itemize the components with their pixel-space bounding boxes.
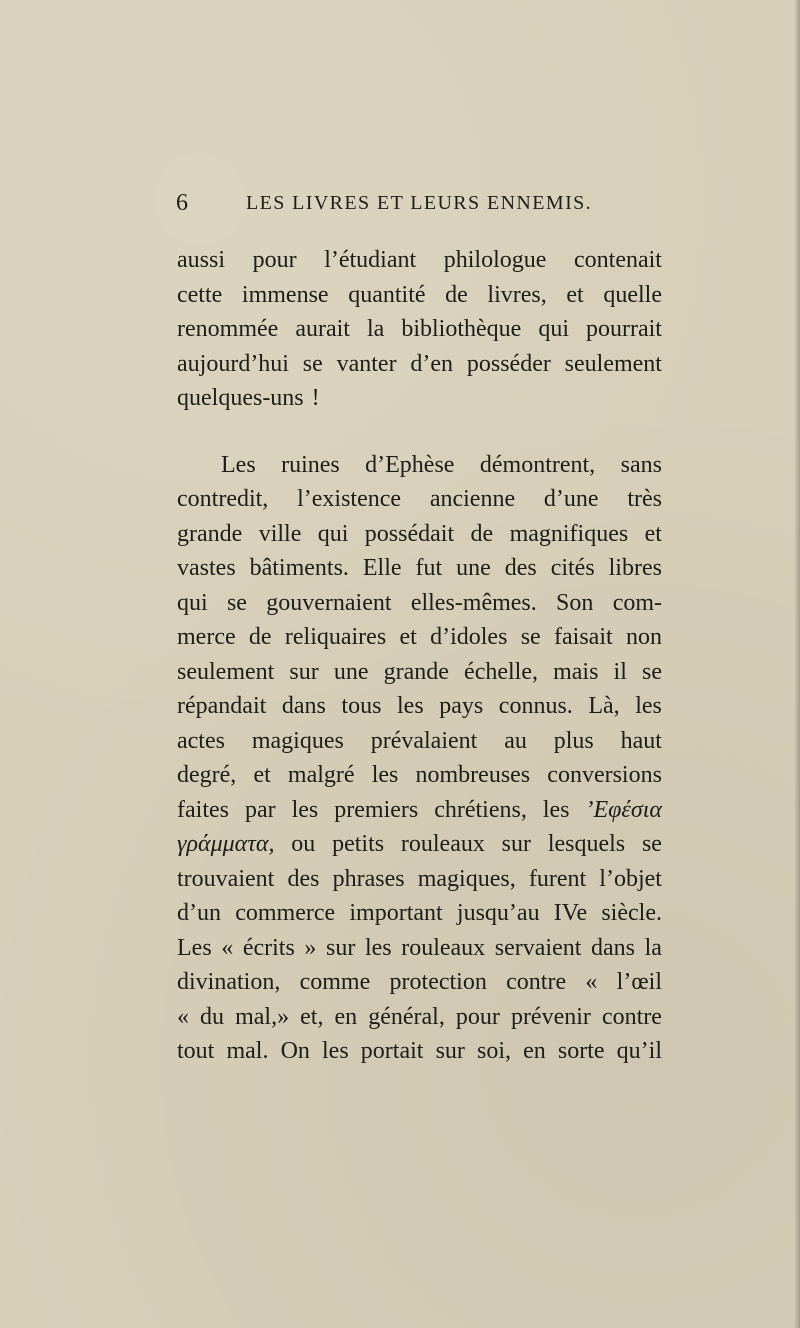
word: quantité <box>348 281 426 308</box>
word: très <box>627 486 662 512</box>
word: pourrait <box>586 316 662 342</box>
word: des <box>504 555 537 581</box>
word: rouleaux <box>401 934 486 961</box>
word: livres, <box>487 281 547 308</box>
word: important <box>349 900 443 926</box>
word: sans <box>620 451 662 478</box>
page-header <box>176 190 596 222</box>
word: contredit, <box>177 486 269 512</box>
text-line <box>177 620 662 655</box>
word: nombreuses <box>415 762 531 788</box>
word: premiers <box>334 796 419 823</box>
word: d’un <box>177 900 221 926</box>
text-line <box>177 1000 662 1035</box>
word: une <box>333 658 369 685</box>
word: vanter <box>336 350 397 377</box>
word: aurait <box>295 316 350 342</box>
word: γράμματα, <box>177 831 275 857</box>
text-line <box>177 827 662 862</box>
word: lesquels <box>547 831 626 857</box>
word: grande <box>177 520 243 547</box>
word: et <box>253 762 271 788</box>
word: libres <box>608 555 662 581</box>
word: « <box>221 934 234 961</box>
word: l’existence <box>297 486 402 512</box>
paragraph-2 <box>177 448 662 1069</box>
text-line <box>177 931 662 966</box>
word: Elle <box>362 555 402 581</box>
word: portait <box>360 1038 424 1064</box>
word: et <box>566 281 584 308</box>
word: une <box>456 555 491 581</box>
word: trouvaient <box>177 865 275 892</box>
word: prévenir <box>510 1003 591 1030</box>
word: démontrent, <box>479 451 596 478</box>
word: actes <box>177 727 225 754</box>
word: aussi <box>177 247 225 273</box>
word: d’en <box>410 350 454 377</box>
word: aujourd’hui <box>177 350 289 377</box>
word: échelle, <box>464 658 538 685</box>
word: l’étudiant <box>324 247 417 273</box>
word: se <box>226 589 247 616</box>
word: de <box>248 624 272 650</box>
word: l’œil <box>616 969 662 995</box>
text-line <box>177 793 662 828</box>
word: contre <box>601 1003 662 1030</box>
paragraph-1 <box>177 243 662 416</box>
word: d’idoles <box>430 624 508 650</box>
word: phrases <box>332 865 405 892</box>
text-line <box>177 448 662 483</box>
word: général, <box>368 1003 445 1030</box>
word: renommée <box>177 316 279 342</box>
word: en <box>334 1003 358 1030</box>
text-line <box>177 1034 662 1069</box>
word: sorte <box>557 1038 605 1064</box>
word: chrétiens, <box>434 796 527 823</box>
word: IVe <box>553 900 588 926</box>
word: On <box>280 1038 310 1064</box>
word: plus <box>553 727 594 754</box>
word: l’objet <box>599 865 662 892</box>
word: degré, <box>177 762 237 788</box>
word: les <box>371 762 399 788</box>
word: grande <box>383 658 449 685</box>
text-line <box>177 517 662 552</box>
word: les <box>542 796 570 823</box>
word: au <box>504 727 527 754</box>
word: servaient <box>494 934 582 961</box>
word: haut <box>620 727 662 754</box>
word: il <box>613 658 627 685</box>
word: pays <box>439 693 484 719</box>
word: les <box>397 693 424 719</box>
text-line <box>177 724 662 759</box>
word: faisait <box>554 624 613 650</box>
word: des <box>287 865 320 892</box>
word: com- <box>612 589 662 616</box>
word: Son <box>556 589 594 616</box>
word: qui <box>317 520 349 547</box>
word: rouleaux <box>400 831 485 857</box>
word: et <box>399 624 417 650</box>
word: Les <box>221 451 256 478</box>
word: commerce <box>235 900 336 926</box>
word: ’Εφέσια <box>585 796 662 823</box>
word: tout <box>177 1038 215 1064</box>
text-line <box>177 896 662 931</box>
word: contre <box>506 969 567 995</box>
word: Les <box>177 934 212 961</box>
page-edge-shadow <box>794 0 800 1328</box>
text-line <box>177 381 662 416</box>
word: gouvernaient <box>266 589 392 616</box>
body-text <box>177 243 662 1069</box>
word: petits <box>332 831 385 857</box>
word: se <box>641 831 662 857</box>
text-line <box>177 655 662 690</box>
text-line <box>177 965 662 1000</box>
word: les <box>291 796 319 823</box>
word: cités <box>550 555 595 581</box>
word: siècle. <box>601 900 662 926</box>
word: ruines <box>281 451 340 478</box>
word: seulement <box>564 350 662 377</box>
word: de <box>470 520 494 547</box>
word: protection <box>389 969 487 995</box>
word: bâtiments. <box>249 555 349 581</box>
word: possédait <box>364 520 455 547</box>
text-line <box>177 312 662 347</box>
word: « <box>585 969 598 995</box>
word: prévalaient <box>370 727 478 754</box>
word: mal. <box>226 1038 269 1064</box>
text-line <box>177 758 662 793</box>
word: faites <box>177 796 229 823</box>
word: mais <box>553 658 599 685</box>
word: ! <box>311 385 320 411</box>
word: soi, <box>477 1038 512 1064</box>
text-line <box>177 586 662 621</box>
word: pour <box>455 1003 500 1030</box>
word: non <box>625 624 662 650</box>
word: qu’il <box>616 1038 662 1064</box>
word: reliquaires <box>284 624 387 650</box>
word: ou <box>291 831 316 857</box>
word: comme <box>299 969 371 995</box>
word: sur <box>501 831 532 857</box>
word: furent <box>528 865 587 892</box>
word: tous <box>341 693 382 719</box>
word: seulement <box>177 658 275 685</box>
word: jusqu’au <box>456 900 540 926</box>
word: du <box>200 1003 225 1030</box>
word: dans <box>281 693 326 719</box>
word: sur <box>435 1038 465 1064</box>
word: en <box>523 1038 546 1064</box>
word: écrits <box>242 934 295 961</box>
word: « <box>177 1003 189 1030</box>
word: la <box>366 316 385 342</box>
word: sur <box>289 658 319 685</box>
word: se <box>642 658 662 685</box>
word: la <box>644 934 662 961</box>
page-number: 6 <box>176 190 188 216</box>
text-line <box>177 347 662 382</box>
word: fut <box>415 555 443 581</box>
word: merce <box>177 624 236 650</box>
word: qui <box>538 316 569 342</box>
running-head: LES LIVRES ET LEURS ENNEMIS. <box>246 192 593 214</box>
word: se <box>520 624 541 650</box>
word: ville <box>258 520 302 547</box>
word: divination, <box>177 969 281 995</box>
text-line <box>177 551 662 586</box>
word: immense <box>241 281 329 308</box>
word: d’une <box>543 486 599 512</box>
word: quelques-uns <box>177 385 304 411</box>
text-line <box>177 243 662 278</box>
word: par <box>244 796 276 823</box>
word: posséder <box>466 350 551 377</box>
word: Là, <box>588 693 620 719</box>
word: malgré <box>287 762 355 788</box>
word: connus. <box>498 693 573 719</box>
word: quelle <box>603 281 662 308</box>
word: mal,» <box>235 1003 290 1030</box>
word: répandait <box>177 693 267 719</box>
word: les <box>322 1038 349 1064</box>
text-line <box>177 862 662 897</box>
word: qui <box>177 589 208 616</box>
word: contenait <box>574 247 662 273</box>
word: d’Ephèse <box>365 451 455 478</box>
text-line <box>177 278 662 313</box>
word: conversions <box>547 762 662 788</box>
word: les <box>635 693 662 719</box>
word: de <box>445 281 468 308</box>
word: magiques <box>251 727 344 754</box>
word: elles-mêmes. <box>410 589 537 616</box>
word: et <box>644 520 662 547</box>
word: sur <box>326 934 356 961</box>
text-line <box>177 689 662 724</box>
text-line <box>177 482 662 517</box>
word: et, <box>300 1003 324 1030</box>
word: ancienne <box>429 486 516 512</box>
word: magiques, <box>417 865 516 892</box>
word: les <box>364 934 392 961</box>
word: bibliothèque <box>401 316 522 342</box>
word: vastes <box>177 555 236 581</box>
word: se <box>302 350 323 377</box>
word: magnifiques <box>509 520 629 547</box>
word: pour <box>252 247 297 273</box>
word: dans <box>591 934 635 961</box>
word: » <box>304 934 317 961</box>
word: philologue <box>443 247 547 273</box>
word: cette <box>177 281 223 308</box>
